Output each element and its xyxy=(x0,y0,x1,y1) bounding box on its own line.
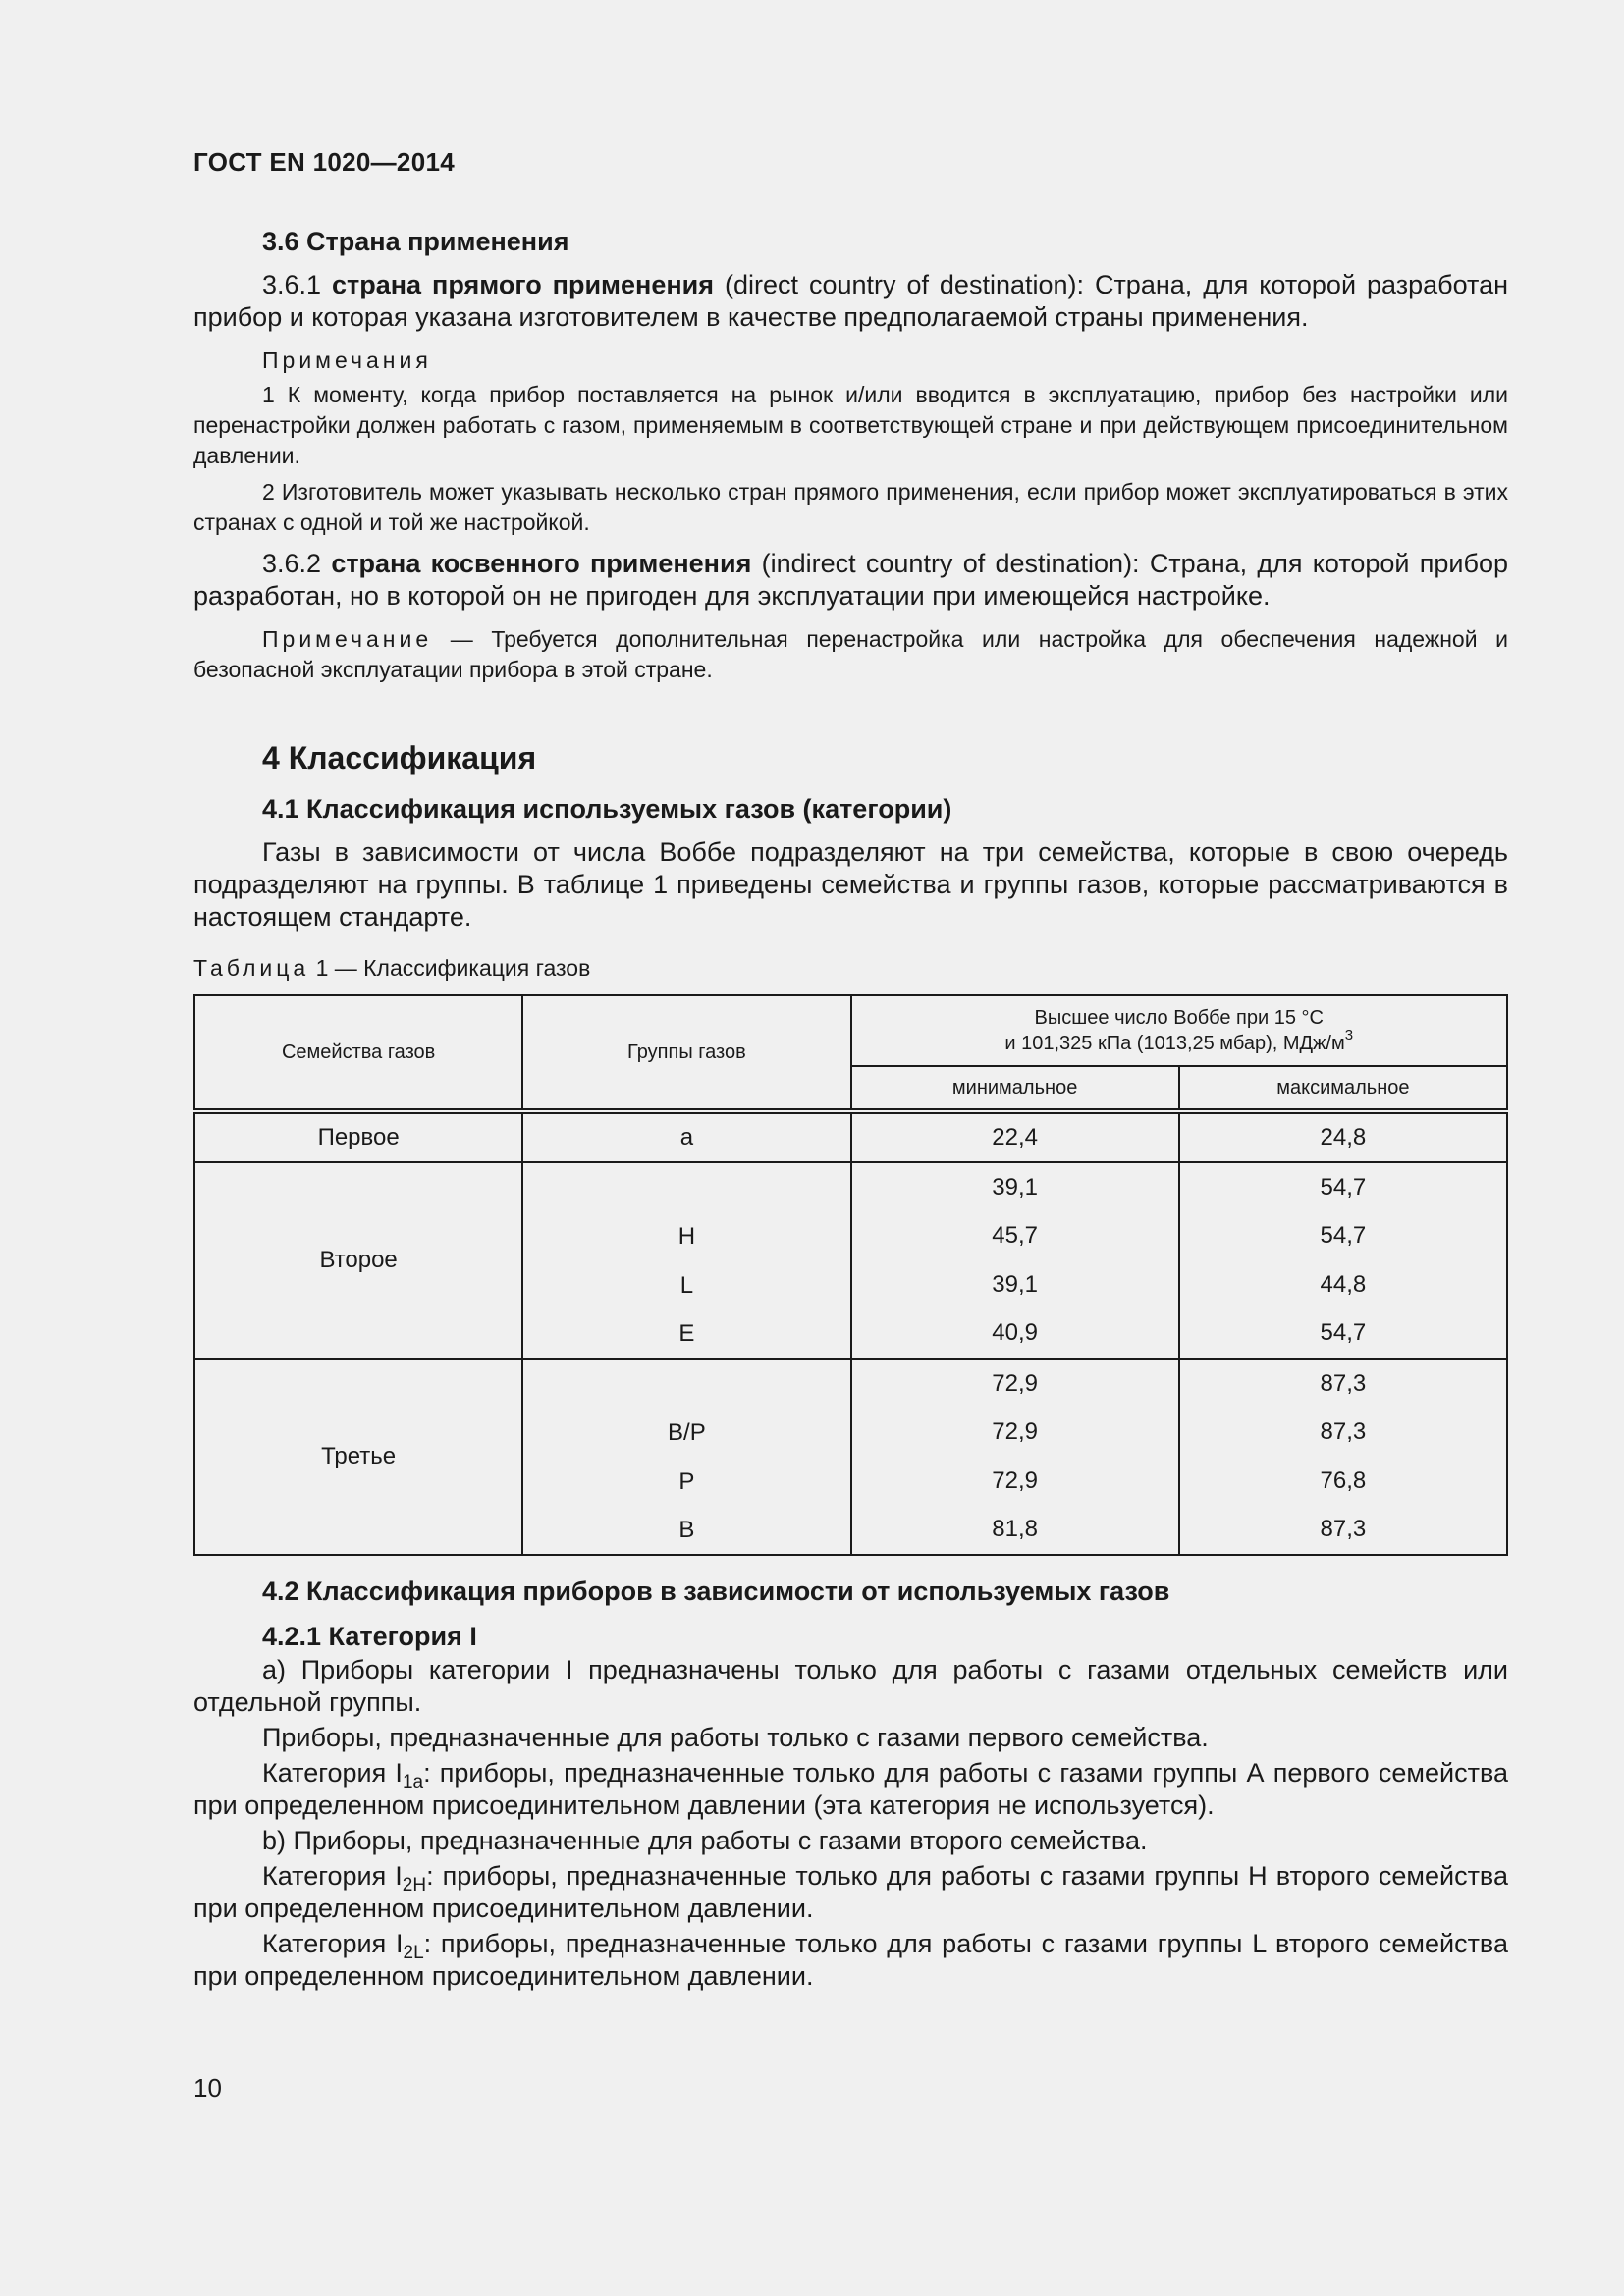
category-subscript: 2H xyxy=(402,1875,427,1896)
section-4-2-1-title: 4.2.1 Категория I xyxy=(262,1622,477,1651)
section-4-title: 4 Классификация xyxy=(262,740,537,775)
table-caption-label: Таблица xyxy=(193,955,310,981)
cell-max: 54,7 xyxy=(1179,1162,1507,1212)
paragraph-b: b) Приборы, предназначенные для работы с газами второго семейства. xyxy=(262,1826,1148,1855)
document-code-header: ГОСТ EN 1020—2014 xyxy=(193,147,455,177)
cell-min: 72,9 xyxy=(851,1457,1179,1505)
header-max: максимальное xyxy=(1179,1066,1507,1111)
note-label: Примечание xyxy=(262,626,433,652)
cell-group xyxy=(523,1360,849,1409)
cell-group-stack xyxy=(522,1359,850,1555)
cell-group: P xyxy=(678,1468,695,1495)
header-wobbe xyxy=(851,995,1508,1066)
page-content xyxy=(193,224,1508,1993)
cell-group: L xyxy=(679,1272,694,1299)
section-3-6-title: 3.6 Страна применения xyxy=(262,227,569,256)
category-label: Категория I xyxy=(262,1861,403,1891)
cell-min: 39,1 xyxy=(851,1162,1179,1212)
cell-group-stack xyxy=(522,1162,850,1359)
paragraph-category-2h xyxy=(193,1860,1508,1925)
header-wobbe-line1: Высшее число Воббе при 15 °С xyxy=(1034,1007,1324,1029)
cell-group: H xyxy=(677,1223,696,1250)
paragraph-4-1: Газы в зависимости от числа Воббе подразделяют на три семейства, которые в свою очередь подразделяют на группы. В таблице 1 приведены семейства и группы газов, которые рассматриваются в настоящем стандарте. xyxy=(193,837,1508,932)
term-indirect-country: страна косвенного применения xyxy=(331,549,752,578)
cell-family: Второе xyxy=(194,1162,522,1359)
cell-max: 76,8 xyxy=(1179,1457,1507,1505)
note-indirect xyxy=(193,624,1508,685)
cell-max: 87,3 xyxy=(1179,1409,1507,1457)
cell-min: 72,9 xyxy=(851,1359,1179,1409)
header-wobbe-line2: и 101,325 кПа (1013,25 мбар), МДж/м xyxy=(1004,1033,1345,1054)
definition-text: (indirect country of destination): Страна, для которой прибор разработан, но в которой он не пригоден для эксплуатации при имеющейся настройке. xyxy=(193,549,1508,611)
term-direct-country: страна прямого применения xyxy=(332,270,715,299)
section-4-1-title: 4.1 Классификация используемых газов (категории) xyxy=(262,794,952,824)
cell-max: 54,7 xyxy=(1179,1308,1507,1359)
category-text: : приборы, предназначенные только для работы с газами группы А первого семейства при определенном присоединительном давлении (эта категория не используется). xyxy=(193,1758,1508,1820)
page-number: 10 xyxy=(193,2073,222,2103)
cell-min: 40,9 xyxy=(851,1308,1179,1359)
section-4-2-title: 4.2 Классификация приборов в зависимости от используемых газов xyxy=(262,1576,1170,1606)
clause-number: 3.6.1 xyxy=(262,270,332,299)
cell-max: 87,3 xyxy=(1179,1359,1507,1409)
cell-group: B/P xyxy=(668,1419,706,1446)
definition-text: (direct country of destination): Страна, для которой разработан прибор и которая указана изготовителем в качестве предполагаемой страны применения. xyxy=(193,270,1508,332)
cell-family: Первое xyxy=(194,1111,522,1162)
cell-min: 22,4 xyxy=(851,1111,1179,1162)
paragraph-3-6-1 xyxy=(193,269,1508,334)
paragraph-category-2l xyxy=(193,1928,1508,1993)
table-caption-text: 1 — Классификация газов xyxy=(309,955,591,981)
note-text: — Требуется дополнительная перенастройка или настройка для обеспечения надежной и безопасной эксплуатации прибора в этой стране. xyxy=(193,626,1508,682)
cell-family: Третье xyxy=(194,1359,522,1555)
cell-group: E xyxy=(678,1320,695,1347)
table-row xyxy=(194,1111,1507,1162)
cell-min: 81,8 xyxy=(851,1505,1179,1555)
category-label: Категория I xyxy=(262,1758,403,1788)
cell-max: 24,8 xyxy=(1179,1111,1507,1162)
cell-min: 39,1 xyxy=(851,1260,1179,1308)
cell-group xyxy=(523,1163,849,1212)
category-subscript: 2L xyxy=(403,1943,424,1963)
note-2: 2 Изготовитель может указывать несколько стран прямого применения, если прибор может эксплуатироваться в этих странах с одной и той же настройкой. xyxy=(193,479,1508,535)
category-text: : приборы, предназначенные только для работы с газами группы H второго семейства при определенном присоединительном давлении. xyxy=(193,1861,1508,1923)
cell-min: 72,9 xyxy=(851,1409,1179,1457)
notes-label: Примечания xyxy=(262,347,432,373)
table-row xyxy=(194,1359,1507,1409)
header-groups: Группы газов xyxy=(522,995,850,1111)
paragraph-first-family: Приборы, предназначенные для работы только с газами первого семейства. xyxy=(262,1723,1209,1752)
clause-number: 3.6.2 xyxy=(262,549,332,578)
paragraph-a: a) Приборы категории I предназначены только для работы с газами отдельных семейств или отдельной группы. xyxy=(193,1655,1508,1717)
cell-max: 87,3 xyxy=(1179,1505,1507,1555)
header-families: Семейства газов xyxy=(194,995,522,1111)
cell-group: B xyxy=(678,1517,695,1543)
category-text: : приборы, предназначенные только для работы с газами группы L второго семейства при определенном присоединительном давлении. xyxy=(193,1929,1508,1991)
category-label: Категория I xyxy=(262,1929,404,1958)
cell-group: a xyxy=(522,1111,850,1162)
paragraph-3-6-2 xyxy=(193,548,1508,613)
table-row xyxy=(194,1162,1507,1212)
cell-min: 45,7 xyxy=(851,1212,1179,1260)
header-wobbe-superscript: 3 xyxy=(1344,1027,1354,1043)
note-1: 1 К моменту, когда прибор поставляется на рынок и/или вводится в эксплуатацию, прибор без настройки или перенастройки должен работать с газом, применяемым в соответствующей стране и при действующем присоединительном давлении. xyxy=(193,382,1508,468)
gas-classification-table xyxy=(193,994,1508,1556)
header-min: минимальное xyxy=(851,1066,1179,1111)
category-subscript: 1a xyxy=(402,1772,424,1792)
paragraph-category-1a xyxy=(193,1757,1508,1822)
table-caption xyxy=(193,953,1508,983)
cell-max: 54,7 xyxy=(1179,1212,1507,1260)
cell-max: 44,8 xyxy=(1179,1260,1507,1308)
